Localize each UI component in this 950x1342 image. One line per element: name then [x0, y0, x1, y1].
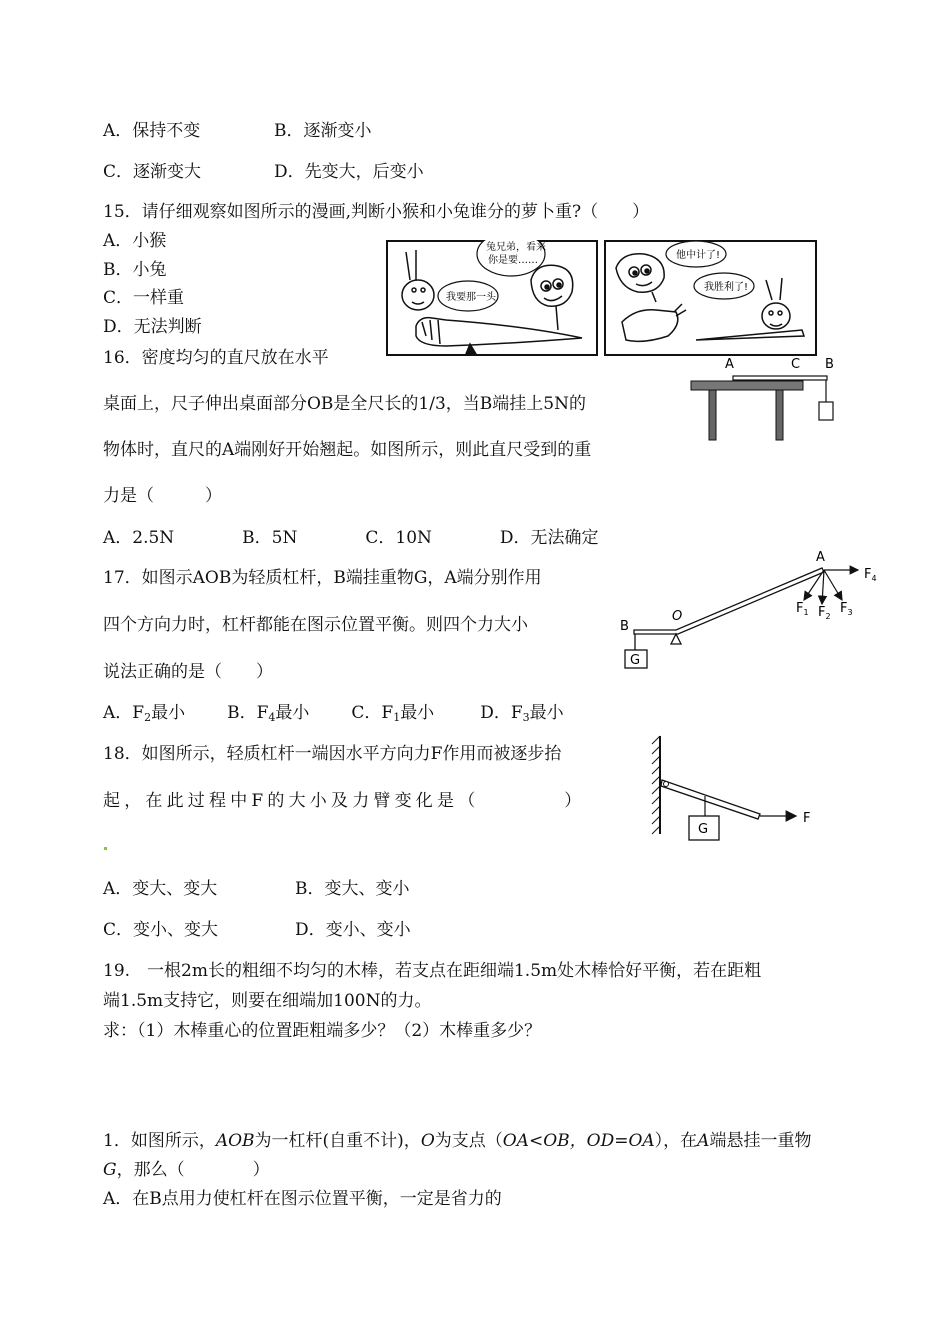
q18-option-a: A．变大、变大 [103, 879, 218, 899]
fig-label-f2: $F_2$ [818, 605, 831, 621]
q18-option-d: D．变小、变小 [295, 920, 411, 940]
q15-cartoon [386, 240, 818, 358]
q14-option-c: C．逐渐变大 [103, 162, 202, 182]
fulcrum-icon [671, 634, 681, 644]
fig-label-b: B [825, 357, 834, 372]
rabbit-figure-left [402, 250, 434, 310]
q18-wall-lever-figure [650, 734, 825, 844]
q16-line1: 16．密度均匀的直尺放在水平 [103, 348, 329, 368]
q17-line2: 四个方向力时，杠杆都能在图示位置平衡。则四个力大小 [103, 615, 528, 635]
q14-option-a: A．保持不变 [103, 121, 201, 141]
cartoon-bubble-monkey-right-text: 他中计了! [676, 250, 721, 261]
q17-line3: 说法正确的是（ ） [103, 662, 273, 682]
cartoon-bubble-rabbit-right-text: 我胜利了! [704, 282, 749, 293]
table-leg-left [709, 390, 716, 440]
fig-label-b: B [620, 619, 629, 634]
q17-lever-figure [618, 546, 888, 674]
q17-line1: 17．如图示AOB为轻质杠杆，B端挂重物G，A端分别作用 [103, 568, 542, 588]
q15-option-d: D．无法判断 [103, 317, 202, 337]
q17-option-a: A．$F_2$最小 [103, 703, 186, 724]
fig-label-c: C [791, 357, 801, 372]
q19-line3: 求：（1）木棒重心的位置距粗端多少？（2）木棒重多少？ [103, 1021, 542, 1041]
carrot-pieces [622, 304, 804, 341]
force-f3-arrow [824, 570, 842, 600]
pivot-icon [664, 782, 669, 787]
q18-option-c: C．变小、变大 [103, 920, 219, 940]
fig-label-g: G [698, 822, 709, 837]
q17-option-c: C．$F_1$最小 [351, 703, 435, 724]
fig-label-f4: $F_4$ [864, 567, 877, 583]
rabbit-figure-right [762, 278, 790, 329]
fig-label-a: A [725, 357, 734, 372]
q16-line3: 物体时，直尺的A端刚好开始翘起。如图所示，则此直尺受到的重 [103, 440, 592, 460]
q16-line2: 桌面上，尺子伸出桌面部分OB是全尺长的1/3，当B端挂上5N的 [103, 394, 586, 414]
monkey-figure-left [531, 265, 573, 330]
q17-options [103, 702, 564, 729]
q19-line1: 19. 一根2m长的粗细不均匀的木棒，若支点在距细端1.5m处木棒恰好平衡，若在距粗 [103, 961, 762, 981]
q16-ruler-table-figure [685, 354, 850, 446]
q15-stem: 15．请仔细观察如图所示的漫画,判断小猴和小兔谁分的萝卜重?（ ） [103, 202, 650, 222]
fig-label-a: A [816, 550, 825, 565]
hanging-weight [819, 402, 833, 420]
wall-hatching [652, 736, 660, 834]
q1-line2: G，那么（ ） [103, 1160, 270, 1180]
fig-label-o: O [672, 609, 683, 624]
monkey-figure-right [616, 254, 664, 302]
lever-bar [661, 780, 760, 819]
q1-option-a: A．在B点用力使杠杆在图示位置平衡，一定是省力的 [103, 1189, 502, 1209]
fig-label-f3: $F_3$ [840, 601, 853, 617]
q17-option-b: B．$F_4$最小 [227, 703, 310, 724]
force-f2-arrow [822, 570, 824, 604]
q14-option-d: D．先变大，后变小 [274, 162, 424, 182]
stray-dot [104, 847, 107, 850]
ruler [733, 376, 827, 380]
cartoon-bubble-monkey-text-1: 兔兄弟，看来 [486, 242, 546, 253]
q16-line4: 力是（ ） [103, 486, 222, 506]
q16-options: A．2.5N B．5N C．10N D．无法确定 [103, 528, 599, 548]
q15-option-c: C．一样重 [103, 288, 185, 308]
q17-option-d: D．$F_3$最小 [480, 703, 564, 724]
q19-line2: 端1.5m支持它，则要在细端加100N的力。 [103, 991, 432, 1011]
q14-option-b: B．逐渐变小 [274, 121, 372, 141]
q15-option-a: A．小猴 [103, 231, 167, 251]
table-leg-right [776, 390, 783, 440]
table-top [691, 381, 803, 390]
q15-option-b: B．小兔 [103, 260, 167, 280]
q18-line1: 18．如图所示，轻质杠杆一端因水平方向力F作用而被逐步抬 [103, 744, 562, 764]
fig-label-f1: $F_1$ [796, 601, 809, 617]
q18-line2: 起，在此过程中F的大小及力臂变化是（ ） [103, 791, 586, 811]
fig-label-f: F [803, 811, 811, 826]
q1-line1: 1．如图所示，AOB为一杠杆(自重不计)，O为支点（OA<OB，OD=OA），在A端悬挂一重物 [103, 1131, 812, 1151]
cartoon-bubble-monkey-text-2: 你是要…… [488, 255, 538, 266]
fig-label-g: G [630, 653, 641, 668]
q18-option-b: B．变大、变小 [295, 879, 410, 899]
cartoon-bubble-rabbit-text: 我要那一头 [446, 292, 496, 303]
